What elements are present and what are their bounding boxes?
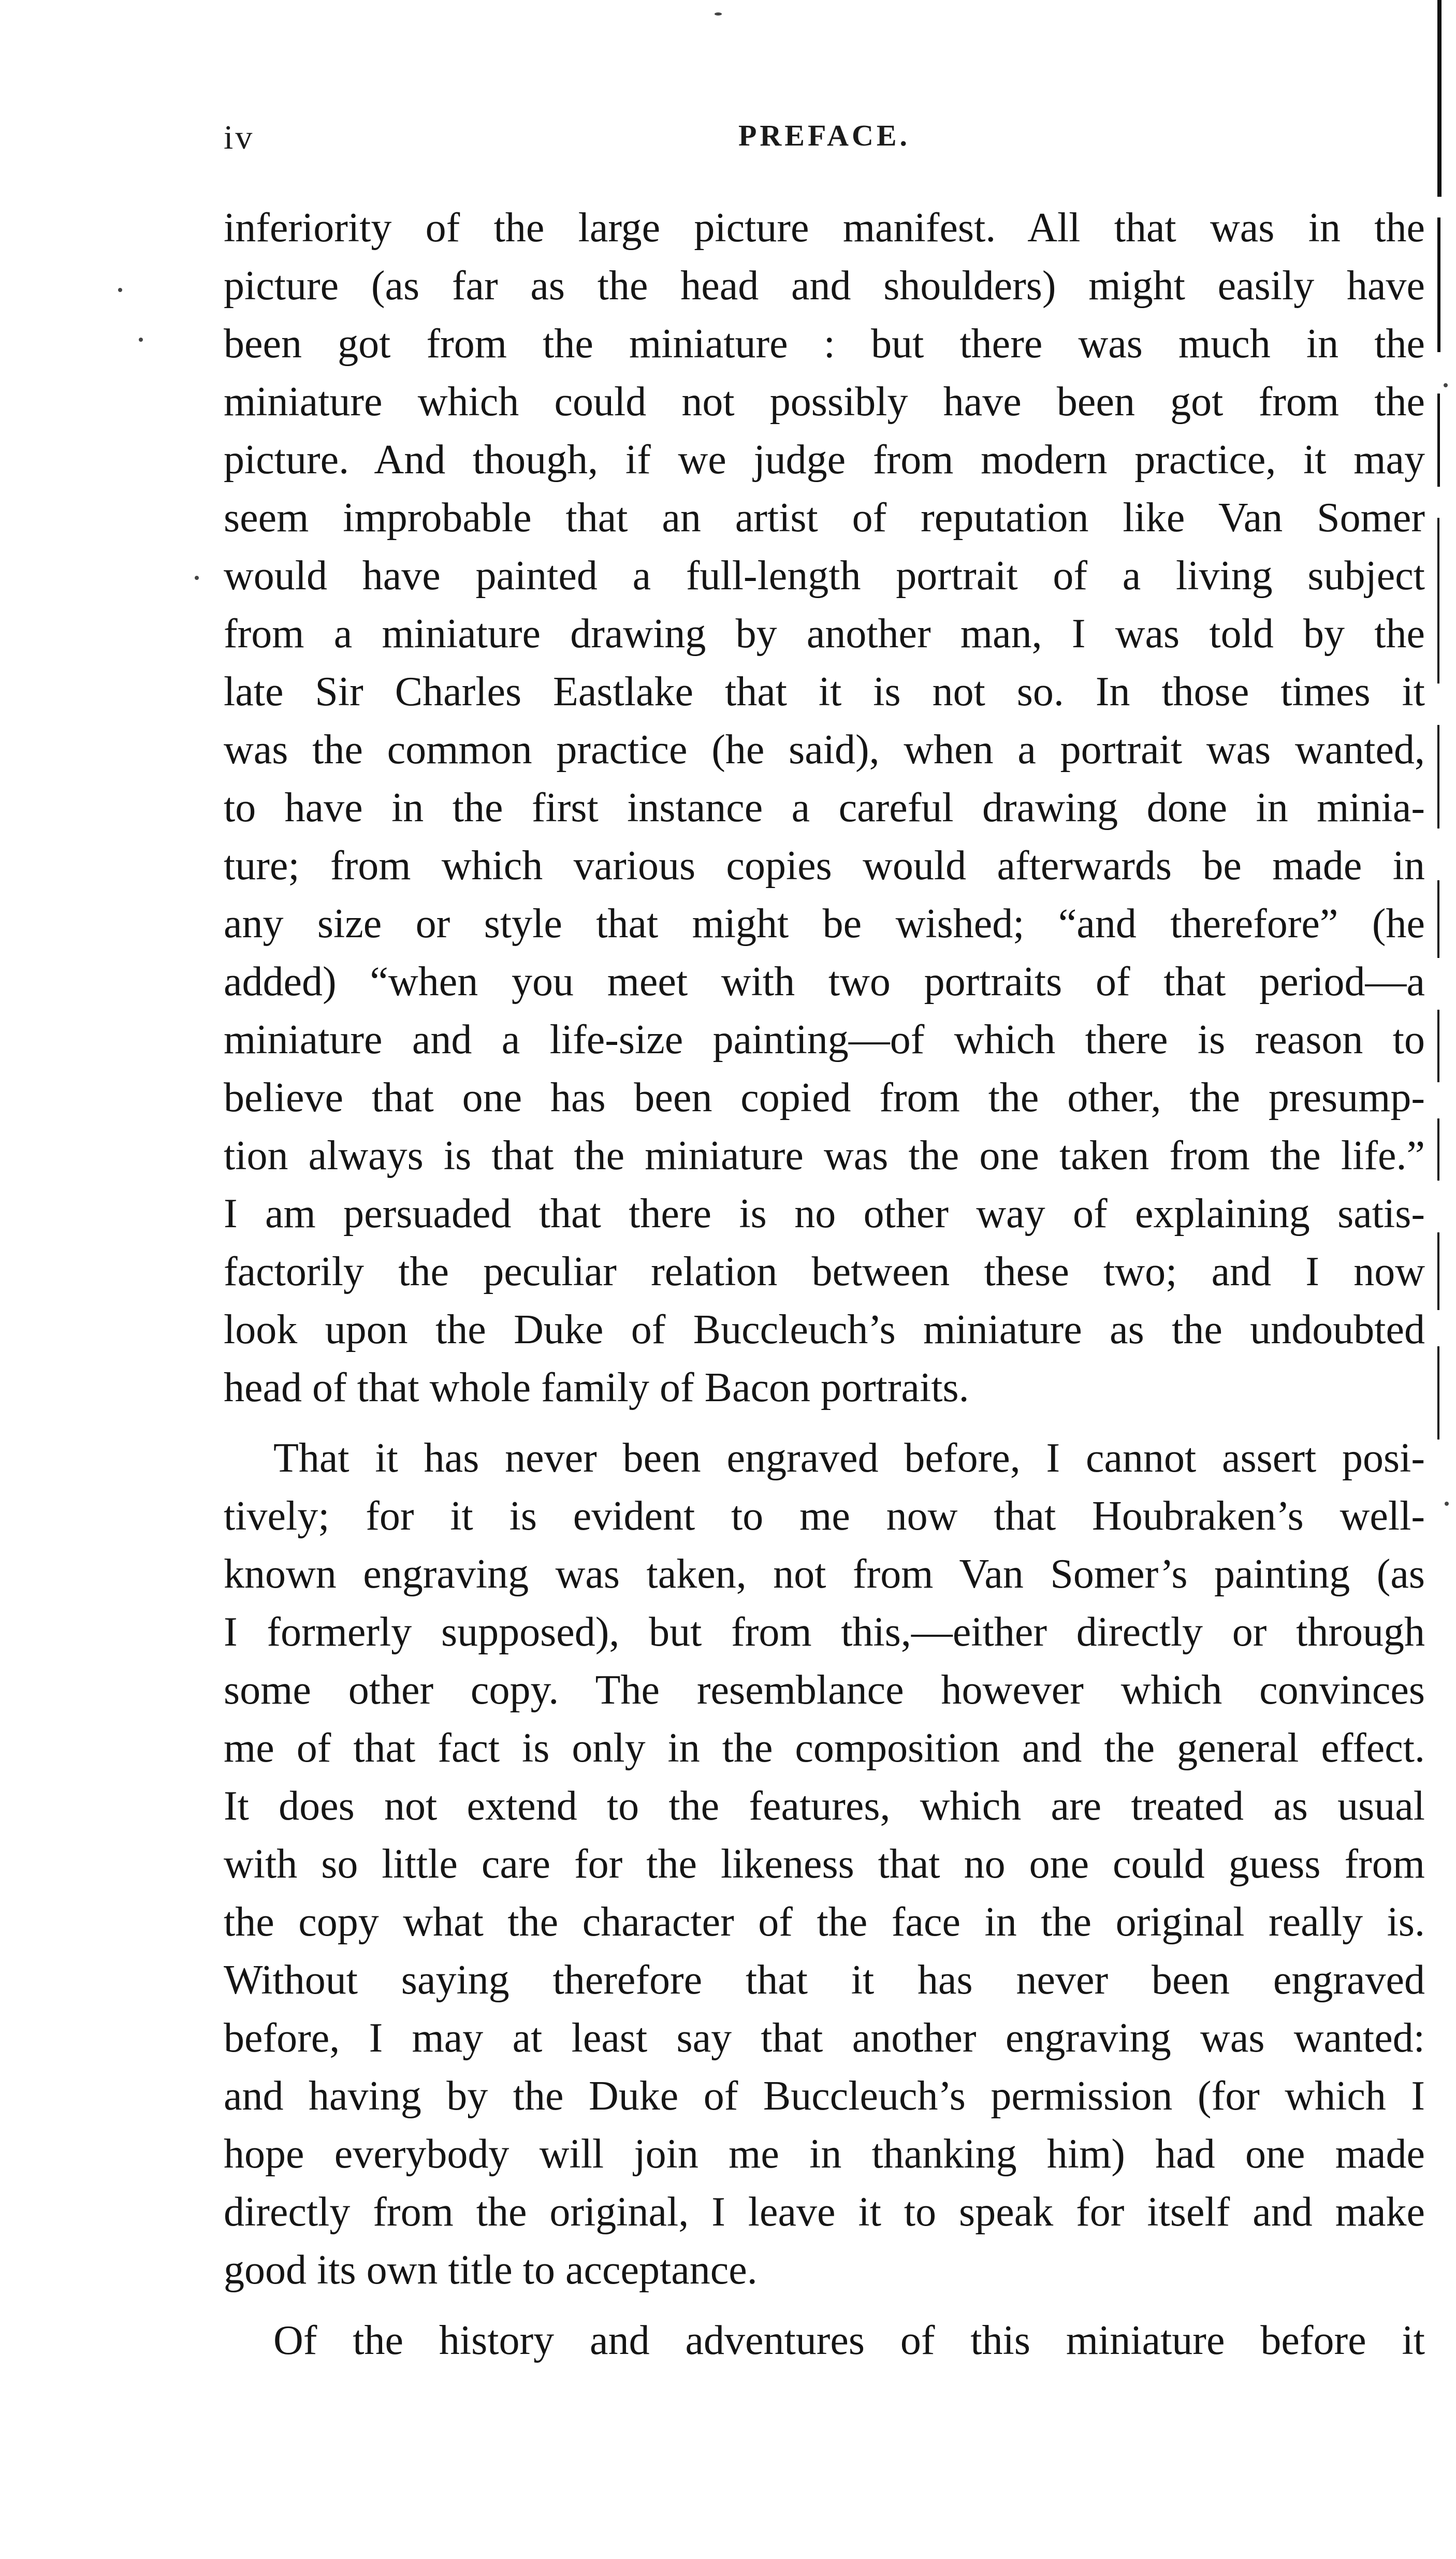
binding-edge-shadow	[1437, 880, 1439, 958]
text-line: any size or style that might be wished; “and therefore” (he	[224, 901, 1425, 947]
text-line: from a miniature drawing by another man, I was told by the	[224, 611, 1425, 657]
text-line: Without saying therefore that it has never been engraved	[224, 1957, 1425, 2003]
text-line: to have in the first instance a careful drawing done in minia-	[224, 785, 1425, 831]
text-line: ture; from which various copies would afterwards be made in	[224, 843, 1425, 889]
text-line: I am persuaded that there is no other way of explaining satis-	[224, 1191, 1425, 1237]
text-line: picture (as far as the head and shoulders) might easily have	[224, 263, 1425, 309]
binding-edge-shadow	[1437, 1118, 1439, 1181]
text-line: good its own title to acceptance.	[224, 2247, 758, 2293]
text-line: look upon the Duke of Buccleuch’s miniature as the undoubted	[224, 1307, 1425, 1353]
text-line: Of the history and adventures of this miniature before it	[273, 2318, 1425, 2363]
page-header	[224, 118, 1425, 175]
binding-edge-shadow	[1437, 1232, 1439, 1310]
text-line: me of that fact is only in the composition and the general effect.	[224, 1725, 1425, 1771]
paragraph-1	[224, 199, 1425, 1417]
text-line: I formerly supposed), but from this,—either directly or through	[224, 1609, 1425, 1655]
text-line: believe that one has been copied from the other, the presump-	[224, 1075, 1425, 1121]
text-line: It does not extend to the features, which are treated as usual	[224, 1783, 1425, 1829]
text-line: been got from the miniature : but there was much in the	[224, 321, 1425, 367]
text-line: added) “when you meet with two portraits of that period—a	[224, 959, 1425, 1005]
text-line: directly from the original, I leave it to speak for itself and make	[224, 2189, 1425, 2235]
paragraph-gap	[224, 2299, 1425, 2311]
text-line: was the common practice (he said), when a portrait was wanted,	[224, 727, 1425, 773]
text-line: late Sir Charles Eastlake that it is not so. In those times it	[224, 669, 1425, 715]
scan-speck	[195, 576, 199, 580]
page-number: iv	[224, 119, 255, 156]
scan-speck	[118, 288, 122, 292]
text-line: tively; for it is evident to me now that Houbraken’s well-	[224, 1493, 1425, 1539]
scan-speck	[1444, 383, 1448, 387]
binding-edge-shadow	[1437, 217, 1440, 352]
text-line: the copy what the character of the face in the original really is.	[224, 1899, 1425, 1945]
paragraph-gap	[224, 1417, 1425, 1429]
text-line: tion always is that the miniature was the one taken from the life.”	[224, 1133, 1425, 1179]
text-line: head of that whole family of Bacon portraits.	[224, 1365, 969, 1411]
text-line: would have painted a full-length portrait of a living subject	[224, 553, 1425, 599]
text-line: seem improbable that an artist of reputation like Van Somer	[224, 495, 1425, 541]
text-line: before, I may at least say that another engraving was wanted:	[224, 2015, 1425, 2061]
binding-edge-shadow	[1437, 394, 1440, 487]
text-line: hope everybody will join me in thanking him) had one made	[224, 2131, 1425, 2177]
text-line: inferiority of the large picture manifest. All that was in the	[224, 205, 1425, 251]
scan-speck	[139, 338, 143, 342]
text-line: miniature which could not possibly have been got from the	[224, 379, 1425, 425]
binding-edge-shadow	[1437, 725, 1439, 828]
text-line: with so little care for the likeness that no one could guess from	[224, 1841, 1425, 1887]
paragraph-3	[224, 2311, 1425, 2369]
paragraph-2	[224, 1429, 1425, 2299]
binding-edge-shadow	[1437, 0, 1442, 197]
binding-edge-shadow	[1437, 1010, 1439, 1082]
running-head: PREFACE.	[738, 119, 911, 152]
text-line: miniature and a life-size painting—of which there is reason to	[224, 1017, 1425, 1063]
body-text	[224, 199, 1425, 2369]
binding-edge-shadow	[1437, 1346, 1439, 1440]
text-line: some other copy. The resemblance however which convinces	[224, 1667, 1425, 1713]
binding-edge-shadow	[1437, 518, 1439, 684]
text-line: That it has never been engraved before, I cannot assert posi-	[273, 1435, 1425, 1481]
scan-speck	[1445, 1502, 1449, 1506]
text-line: picture. And though, if we judge from modern practice, it may	[224, 437, 1425, 483]
text-line: factorily the peculiar relation between these two; and I now	[224, 1249, 1425, 1295]
text-line: and having by the Duke of Buccleuch’s permission (for which I	[224, 2073, 1425, 2119]
scan-speck	[715, 12, 722, 16]
text-line: known engraving was taken, not from Van Somer’s painting (as	[224, 1551, 1425, 1597]
